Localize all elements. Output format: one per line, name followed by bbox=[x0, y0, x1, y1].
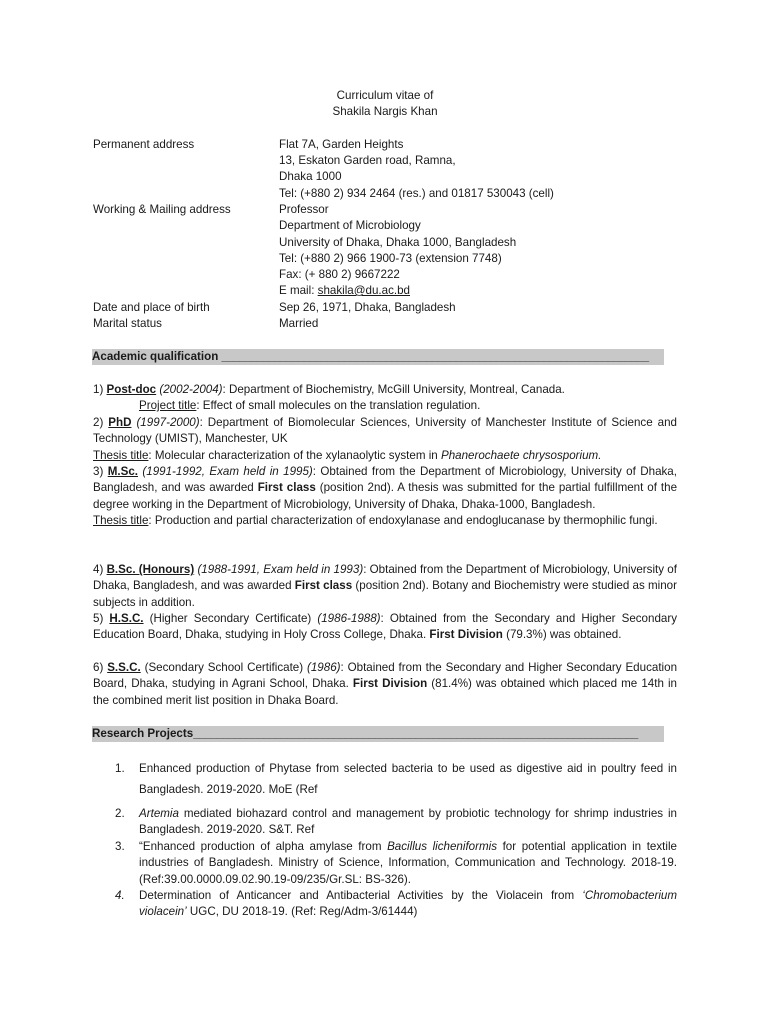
ssc-award: First Division bbox=[352, 677, 428, 691]
postdoc-text: : Department of Biochemistry, McGill University, Montreal, Canada. bbox=[222, 383, 565, 396]
project-organism: Bacillus licheniformis bbox=[387, 840, 498, 853]
project-text-body: Determination of Anticancer and Antibacterial Activities by the Violacein from bbox=[139, 889, 583, 902]
hsc-text: : Obtained from the Secondary and Higher Secondary Education Board, Dhaka, studying in Holy Cross College, Dhaka. bbox=[93, 612, 678, 642]
project-text-body: mediated biohazard control and management by probiotic technology for shrimp industries in Bangladesh. 2019-2020. S&T. Ref bbox=[139, 807, 677, 837]
phd-text: : Department of Biomolecular Sciences, University of Manchester Institute of Science and Technology (UMIST), Manchester, UK bbox=[93, 416, 677, 446]
msc-years: (1991-1992, Exam held in 1995) bbox=[142, 465, 313, 478]
project-number: 4. bbox=[115, 889, 125, 902]
project-number: 1. bbox=[115, 762, 125, 775]
entry-number: 6) bbox=[93, 661, 108, 674]
document-title-name: Shakila Nargis Khan bbox=[332, 105, 438, 118]
project-text-body: for potential application in textile industries of Bangladesh. Ministry of Science, Information, Communication and Technology. 2018-19. (Ref:39.00.0000.09.02.90.19-09/235/Gr.SL: BS-326). bbox=[139, 840, 677, 886]
bsc-award: First class bbox=[294, 579, 353, 593]
permanent-phone: Tel: (+880 2) 934 2464 (res.) and 01817 530043 (cell) bbox=[279, 187, 554, 200]
project-title-label: Project title bbox=[139, 399, 197, 413]
project-title-text: : Effect of small molecules on the translation regulation. bbox=[196, 399, 481, 413]
entry-number: 3) bbox=[93, 465, 108, 478]
marital-status-value: Married bbox=[279, 317, 319, 330]
ssc-years: (1986) bbox=[307, 661, 341, 674]
working-fax: Fax: (+ 880 2) 9667222 bbox=[279, 268, 400, 281]
msc-text-cont: (position 2nd). A thesis was submitted for the partial fulfillment of the degree working in the Department of Microbiology, University of Dhaka, Dhaka-1000, Bangladesh. bbox=[93, 481, 678, 511]
hsc-full: (Higher Secondary Certificate) bbox=[143, 612, 318, 625]
working-address-line: Professor bbox=[279, 203, 329, 216]
project-organism: ‘Chromobacterium violacein’ bbox=[139, 889, 677, 919]
email-link[interactable]: shakila@du.ac.bd bbox=[317, 284, 410, 297]
birth-value: Sep 26, 1971, Dhaka, Bangladesh bbox=[279, 301, 456, 314]
phd-entry bbox=[93, 415, 677, 464]
academic-heading-text: Academic qualification bbox=[92, 350, 219, 363]
msc-degree: M.Sc. bbox=[107, 465, 138, 478]
working-address-line: University of Dhaka, Dhaka 1000, Bangladesh bbox=[279, 236, 517, 249]
project-text-body: UGC, DU 2018-19. (Ref: Reg/Adm-3/61444) bbox=[186, 905, 418, 919]
bsc-years: (1988-1991, Exam held in 1993) bbox=[197, 563, 364, 576]
bsc-degree: B.Sc. (Honours) bbox=[106, 563, 195, 576]
project-number: 2. bbox=[115, 807, 125, 820]
ssc-full: (Secondary School Certificate) bbox=[140, 661, 307, 674]
research-heading-text: Research Projects bbox=[92, 727, 194, 740]
email-line bbox=[279, 283, 410, 299]
project-text bbox=[139, 839, 677, 888]
phd-years: (1997-2000) bbox=[136, 416, 200, 429]
ssc-entry bbox=[93, 660, 677, 709]
working-phone: Tel: (+880 2) 966 1900-73 (extension 7748) bbox=[279, 252, 502, 265]
permanent-address-line: 13, Eskaton Garden road, Ramna, bbox=[279, 154, 456, 167]
postdoc-entry bbox=[93, 382, 677, 415]
hsc-years: (1986-1988) bbox=[317, 612, 381, 625]
bsc-text: : Obtained from the Department of Microbiology, University of Dhaka, Bangladesh, and was awarded bbox=[93, 563, 677, 593]
marital-status-label: Marital status bbox=[93, 317, 162, 330]
phd-degree: PhD bbox=[108, 416, 132, 429]
msc-text: : Obtained from the Department of Microbiology, University of Dhaka, Bangladesh, and was awarded bbox=[93, 465, 677, 495]
project-text bbox=[139, 888, 677, 921]
bsc-entry bbox=[93, 562, 677, 611]
ssc-text: : Obtained from the Secondary and Higher Secondary Education Board, Dhaka, studying in Agrani School, Dhaka. bbox=[93, 661, 678, 691]
permanent-address-label: Permanent address bbox=[93, 138, 195, 151]
thesis-title-text: : Production and partial characterization of endoxylanase and endoglucanase by thermophilic fungi. bbox=[148, 513, 658, 527]
hsc-degree: H.S.C. bbox=[109, 612, 144, 625]
document-title-line-1: Curriculum vitae of bbox=[336, 89, 434, 102]
postdoc-years: (2002-2004) bbox=[159, 383, 223, 396]
working-address-line: Department of Microbiology bbox=[279, 219, 421, 232]
academic-section-heading: Academic qualification _________________________________________________________________________ bbox=[92, 349, 664, 365]
entry-number: 5) bbox=[93, 612, 110, 625]
thesis-title-label: Thesis title bbox=[93, 513, 149, 527]
ssc-text-cont: (81.4%) was obtained which placed me 14th in the combined merit list position in Dhaka Board. bbox=[93, 677, 677, 707]
entry-number: 1) bbox=[93, 383, 107, 396]
entry-number: 4) bbox=[93, 563, 107, 576]
email-prefix: E mail: bbox=[279, 284, 318, 297]
research-section-heading: Research Projects____________________________________________________________________________ bbox=[92, 726, 664, 742]
thesis-title-label: Thesis title bbox=[93, 448, 149, 462]
hsc-text-cont: (79.3%) was obtained. bbox=[502, 628, 622, 642]
msc-award: First class bbox=[257, 481, 316, 495]
project-number: 3. bbox=[115, 840, 125, 853]
permanent-address-line: Flat 7A, Garden Heights bbox=[279, 138, 404, 151]
entry-number: 2) bbox=[93, 416, 109, 429]
bsc-text-cont: (position 2nd). Botany and Biochemistry were studied as minor subjects in addition. bbox=[93, 579, 677, 609]
project-text bbox=[139, 806, 677, 839]
project-text: Enhanced production of Phytase from selected bacteria to be used as digestive aid in poultry feed in Bangladesh. 2019-2020. MoE (Ref bbox=[139, 762, 677, 796]
project-organism: Artemia bbox=[139, 807, 179, 820]
thesis-title-text: : Molecular characterization of the xylanaolytic system in bbox=[148, 448, 441, 462]
hsc-entry bbox=[93, 611, 677, 644]
thesis-species: Phanerochaete chrysosporium. bbox=[440, 448, 602, 462]
project-text-body: “Enhanced production of alpha amylase from bbox=[139, 840, 388, 853]
hsc-award: First Division bbox=[429, 628, 503, 642]
permanent-address-line: Dhaka 1000 bbox=[279, 170, 342, 183]
msc-entry bbox=[93, 464, 677, 529]
birth-label: Date and place of birth bbox=[93, 301, 210, 314]
working-address-label: Working & Mailing address bbox=[93, 203, 231, 216]
postdoc-degree: Post-doc bbox=[106, 383, 157, 396]
ssc-degree: S.S.C. bbox=[107, 661, 141, 674]
